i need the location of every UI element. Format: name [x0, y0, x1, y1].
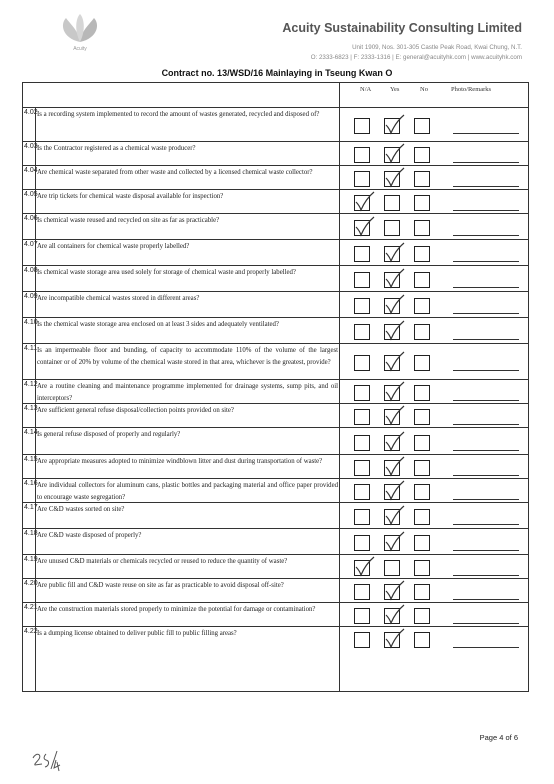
remarks-line[interactable] [453, 162, 519, 163]
table-row [23, 291, 528, 318]
table-row [23, 502, 528, 529]
checkbox-no[interactable] [414, 560, 430, 576]
handwritten-signature [30, 746, 64, 776]
col-yes-header: Yes [390, 86, 400, 93]
checkbox-na[interactable] [354, 608, 370, 624]
checkbox-na[interactable] [354, 460, 370, 476]
checkbox-no[interactable] [414, 509, 430, 525]
checkbox-no[interactable] [414, 220, 430, 236]
logo-text: Acuity [73, 46, 87, 52]
checkbox-no[interactable] [414, 171, 430, 187]
remarks-line[interactable] [453, 261, 519, 262]
remarks-line[interactable] [453, 370, 519, 371]
checkbox-yes[interactable] [384, 608, 400, 624]
item-question: Is an impermeable floor and bunding, of capacity to accommodate 110% of the volume of the largest container or of 20% by volume of the chemical waste stored in that area, whichever is the greatest, provide? [37, 347, 338, 366]
checkbox-na[interactable] [354, 409, 370, 425]
remarks-line[interactable] [453, 400, 519, 401]
tick-icon [383, 381, 405, 403]
item-number: 4.22 [24, 628, 38, 635]
remarks-line[interactable] [453, 550, 519, 551]
tick-icon [353, 216, 375, 238]
remarks-line[interactable] [453, 424, 519, 425]
item-number: 4.07 [24, 241, 38, 248]
table-row [23, 189, 528, 214]
remarks-line[interactable] [453, 235, 519, 236]
table-row [23, 626, 528, 651]
company-logo [52, 12, 108, 64]
checkbox-na[interactable] [354, 385, 370, 401]
checkbox-no[interactable] [414, 435, 430, 451]
item-question: Are a routine cleaning and maintenance programme implemented for drainage systems, sump pits, and oil interceptors? [37, 383, 338, 402]
item-question: Are public fill and C&D waste reuse on site as far as practicable to avoid disposal off-site? [37, 582, 284, 589]
item-number: 4.19 [24, 556, 38, 563]
checkbox-yes[interactable] [384, 435, 400, 451]
company-address: Unit 1909, Nos. 301-305 Castle Peak Road, Kwai Chung, N.T. [352, 44, 522, 51]
item-number: 4.02 [24, 109, 38, 116]
checkbox-no[interactable] [414, 584, 430, 600]
remarks-line[interactable] [453, 524, 519, 525]
item-question: Are chemical waste separated from other waste and collected by a licensed chemical waste collector? [37, 169, 313, 176]
remarks-line[interactable] [453, 186, 519, 187]
tick-icon [383, 294, 405, 316]
checkbox-no[interactable] [414, 298, 430, 314]
col-no-header: No [420, 86, 428, 93]
item-question: Are unused C&D materials or chemicals recycled or reused to reduce the quantity of waste? [37, 558, 288, 565]
item-number: 4.11 [24, 345, 38, 352]
checkbox-yes[interactable] [384, 272, 400, 288]
remarks-line[interactable] [453, 647, 519, 648]
checkbox-yes[interactable] [384, 324, 400, 340]
checkbox-no[interactable] [414, 409, 430, 425]
item-question: Are incompatible chemical wastes stored in different areas? [37, 295, 200, 302]
table-row [23, 343, 528, 380]
contract-title: Contract no. 13/WSD/16 Mainlaying in Tseung Kwan O [161, 68, 393, 78]
item-question: Are individual collectors for aluminum cans, plastic bottles and packaging material and office paper provided to encourage waste segregation? [37, 482, 338, 501]
tick-icon [383, 143, 405, 165]
item-number: 4.12 [24, 381, 38, 388]
checkbox-na[interactable] [354, 535, 370, 551]
checkbox-na[interactable] [354, 560, 370, 576]
checkbox-no[interactable] [414, 147, 430, 163]
checkbox-no[interactable] [414, 632, 430, 648]
checkbox-na[interactable] [354, 118, 370, 134]
checkbox-no[interactable] [414, 460, 430, 476]
item-question: Is the chemical waste storage area enclosed on at least 3 sides and adequately ventilated? [37, 321, 279, 328]
checkbox-yes[interactable] [384, 385, 400, 401]
table-row [23, 427, 528, 455]
item-number: 4.18 [24, 530, 38, 537]
tick-icon [383, 531, 405, 553]
tick-icon [383, 320, 405, 342]
item-number: 4.20 [24, 580, 38, 587]
checkbox-yes[interactable] [384, 355, 400, 371]
checkbox-na[interactable] [354, 195, 370, 211]
item-question: Are trip tickets for chemical waste disposal available for inspection? [37, 193, 224, 200]
table-row [23, 265, 528, 292]
company-contact: O: 2333-6823 | F: 2333-1316 | E: general@acuityhk.com | www.acuityhk.com [310, 54, 522, 61]
remarks-line[interactable] [453, 475, 519, 476]
checkbox-no[interactable] [414, 385, 430, 401]
col-remarks-header: Photo/Remarks [451, 86, 492, 93]
remarks-line[interactable] [453, 623, 519, 624]
checkbox-yes[interactable] [384, 195, 400, 211]
tick-icon [383, 505, 405, 527]
page-number: Page 4 of 6 [479, 733, 518, 742]
table-row [23, 528, 528, 555]
checkbox-no[interactable] [414, 535, 430, 551]
tick-icon [383, 405, 405, 427]
table-row [23, 379, 528, 404]
item-question: Is general refuse disposed of properly and regularly? [37, 431, 181, 438]
checkbox-na[interactable] [354, 171, 370, 187]
checkbox-yes[interactable] [384, 298, 400, 314]
checkbox-yes[interactable] [384, 118, 400, 134]
item-question: Are C&D waste disposed of properly? [37, 532, 142, 539]
remarks-line[interactable] [453, 575, 519, 576]
checkbox-yes[interactable] [384, 409, 400, 425]
table-row [23, 554, 528, 579]
item-number: 4.04 [24, 167, 38, 174]
remarks-line[interactable] [453, 133, 519, 134]
item-question: Are appropriate measures adopted to minimize windblown litter and dust during transportation of waste? [37, 458, 323, 465]
remarks-line[interactable] [453, 339, 519, 340]
checkbox-no[interactable] [414, 484, 430, 500]
checkbox-yes[interactable] [384, 460, 400, 476]
tick-icon [383, 456, 405, 478]
checklist-table [22, 82, 529, 692]
item-number: 4.13 [24, 405, 38, 412]
checkbox-no[interactable] [414, 195, 430, 211]
item-number: 4.14 [24, 429, 38, 436]
remarks-line[interactable] [453, 599, 519, 600]
checkbox-yes[interactable] [384, 220, 400, 236]
checkbox-na[interactable] [354, 509, 370, 525]
item-number: 4.09 [24, 293, 38, 300]
checkbox-na[interactable] [354, 147, 370, 163]
table-row [23, 107, 528, 142]
item-number: 4.03 [24, 143, 38, 150]
checkbox-no[interactable] [414, 118, 430, 134]
checkbox-na[interactable] [354, 355, 370, 371]
checkbox-no[interactable] [414, 272, 430, 288]
item-number: 4.05 [24, 191, 38, 198]
tick-icon [353, 191, 375, 213]
column-divider [35, 107, 36, 691]
checkbox-no[interactable] [414, 324, 430, 340]
item-number: 4.08 [24, 267, 38, 274]
checkbox-yes[interactable] [384, 509, 400, 525]
table-row [23, 602, 528, 627]
checkbox-na[interactable] [354, 584, 370, 600]
item-question: Is the Contractor registered as a chemical waste producer? [37, 145, 196, 152]
tick-icon [383, 580, 405, 602]
checkbox-no[interactable] [414, 608, 430, 624]
item-question: Is chemical waste storage area used solely for storage of chemical waste and properly labelled? [37, 269, 296, 276]
company-name: Acuity Sustainability Consulting Limited [282, 21, 522, 35]
item-question: Is a recording system implemented to record the amount of wastes generated, recycled and disposed of? [37, 111, 320, 118]
table-header [23, 83, 528, 108]
checkbox-yes[interactable] [384, 246, 400, 262]
checkbox-na[interactable] [354, 246, 370, 262]
item-question: Are sufficient general refuse disposal/collection points provided on site? [37, 407, 234, 414]
tick-icon [383, 242, 405, 264]
table-row [23, 141, 528, 166]
checkbox-no[interactable] [414, 246, 430, 262]
item-number: 4.16 [24, 480, 38, 487]
tick-icon [383, 114, 405, 136]
table-row [23, 403, 528, 428]
checkbox-na[interactable] [354, 632, 370, 648]
item-number: 4.10 [24, 319, 38, 326]
item-number: 4.06 [24, 215, 38, 222]
table-row [23, 454, 528, 479]
checkbox-na[interactable] [354, 324, 370, 340]
column-divider [339, 83, 340, 691]
checkbox-na[interactable] [354, 484, 370, 500]
checkbox-yes[interactable] [384, 584, 400, 600]
tick-icon [383, 480, 405, 502]
remarks-line[interactable] [453, 450, 519, 451]
remarks-line[interactable] [453, 499, 519, 500]
checkbox-na[interactable] [354, 272, 370, 288]
checkbox-yes[interactable] [384, 535, 400, 551]
tick-icon [383, 628, 405, 650]
tick-icon [383, 604, 405, 626]
tick-icon [383, 431, 405, 453]
item-question: Is a dumping license obtained to deliver public fill to public filling areas? [37, 630, 237, 637]
checkbox-yes[interactable] [384, 484, 400, 500]
table-row [23, 213, 528, 240]
item-number: 4.15 [24, 456, 38, 463]
item-question: Are C&D wastes sorted on site? [37, 506, 125, 513]
checkbox-yes[interactable] [384, 632, 400, 648]
item-number: 4.21 [24, 604, 38, 611]
tick-icon [383, 268, 405, 290]
item-question: Are all containers for chemical waste properly labelled? [37, 243, 190, 250]
remarks-line[interactable] [453, 287, 519, 288]
checkbox-yes[interactable] [384, 560, 400, 576]
checkbox-na[interactable] [354, 298, 370, 314]
item-question: Is chemical waste reused and recycled on site as far as practicable? [37, 217, 220, 224]
item-question: Are the construction materials stored properly to minimize the potential for damage or contamination? [37, 606, 316, 613]
item-number: 4.17 [24, 504, 38, 511]
checkbox-na[interactable] [354, 435, 370, 451]
tick-icon [353, 556, 375, 578]
checkbox-no[interactable] [414, 355, 430, 371]
checkbox-na[interactable] [354, 220, 370, 236]
tick-icon [383, 167, 405, 189]
table-row [23, 239, 528, 266]
checkbox-yes[interactable] [384, 171, 400, 187]
col-na-header: N/A [360, 86, 372, 93]
table-row [23, 578, 528, 603]
table-row [23, 317, 528, 344]
table-row [23, 478, 528, 503]
table-row [23, 165, 528, 190]
tick-icon [383, 351, 405, 373]
remarks-line[interactable] [453, 210, 519, 211]
remarks-line[interactable] [453, 313, 519, 314]
checkbox-yes[interactable] [384, 147, 400, 163]
